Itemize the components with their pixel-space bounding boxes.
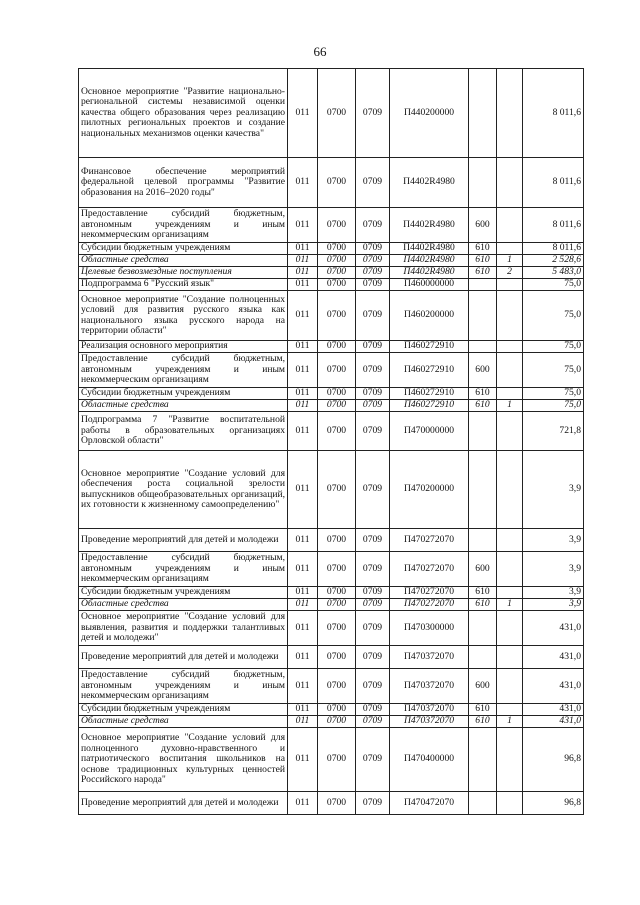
row-expense-type: 610 [469, 704, 497, 716]
row-target-code: П4402R4980 [390, 267, 469, 279]
row-ministry-code: 011 [288, 412, 318, 451]
row-expense-type: 610 [469, 599, 497, 611]
row-funding-source [497, 208, 523, 243]
row-subsection-code: 0709 [356, 669, 390, 704]
row-subsection-code: 0709 [356, 69, 390, 158]
table-row [79, 243, 584, 255]
row-subsection-code: 0709 [356, 400, 390, 412]
row-subsection-code: 0709 [356, 599, 390, 611]
row-section-code: 0700 [318, 279, 356, 291]
table-row [79, 341, 584, 353]
row-target-code: П470372070 [390, 716, 469, 728]
row-funding-source [497, 587, 523, 599]
row-ministry-code: 011 [288, 529, 318, 552]
table-row [79, 255, 584, 267]
row-expense-type: 610 [469, 255, 497, 267]
row-ministry-code: 011 [288, 353, 318, 388]
row-amount: 3,9 [523, 451, 584, 529]
row-target-code: П440200000 [390, 69, 469, 158]
row-amount: 96,8 [523, 792, 584, 815]
row-name: Предоставление субсидий бюджетным, автономным учреждениям и иным некоммерческим организациям [79, 669, 288, 704]
row-subsection-code: 0709 [356, 158, 390, 208]
row-target-code: П460272910 [390, 400, 469, 412]
row-funding-source [497, 451, 523, 529]
table-row [79, 158, 584, 208]
row-subsection-code: 0709 [356, 267, 390, 279]
row-target-code: П470272070 [390, 529, 469, 552]
table-row [79, 412, 584, 451]
row-ministry-code: 011 [288, 208, 318, 243]
row-ministry-code: 011 [288, 69, 318, 158]
row-expense-type [469, 412, 497, 451]
row-section-code: 0700 [318, 646, 356, 669]
row-amount: 721,8 [523, 412, 584, 451]
row-subsection-code: 0709 [356, 291, 390, 341]
row-section-code: 0700 [318, 291, 356, 341]
row-section-code: 0700 [318, 255, 356, 267]
row-subsection-code: 0709 [356, 792, 390, 815]
row-expense-type: 610 [469, 243, 497, 255]
row-expense-type: 600 [469, 552, 497, 587]
row-section-code: 0700 [318, 243, 356, 255]
row-expense-type: 610 [469, 388, 497, 400]
row-funding-source [497, 646, 523, 669]
row-name: Основное мероприятие "Создание условий для выявления, развития и поддержки талантливых детей и молодежи" [79, 611, 288, 646]
row-amount: 75,0 [523, 279, 584, 291]
table-row [79, 669, 584, 704]
row-expense-type: 600 [469, 208, 497, 243]
table-row [79, 728, 584, 792]
row-target-code: П470300000 [390, 611, 469, 646]
row-name: Областные средства [79, 400, 288, 412]
row-subsection-code: 0709 [356, 611, 390, 646]
row-section-code: 0700 [318, 158, 356, 208]
row-amount: 8 011,6 [523, 208, 584, 243]
table-row [79, 646, 584, 669]
row-subsection-code: 0709 [356, 341, 390, 353]
row-target-code: П470000000 [390, 412, 469, 451]
row-expense-type: 610 [469, 716, 497, 728]
row-ministry-code: 011 [288, 599, 318, 611]
row-name: Основное мероприятие "Создание условий для полноценного духовно-нравственного и патриотического воспитания школьников на основе традиционных культурных ценностей Российского народа" [79, 728, 288, 792]
row-ministry-code: 011 [288, 792, 318, 815]
table-row [79, 279, 584, 291]
row-name: Предоставление субсидий бюджетным, автономным учреждениям и иным некоммерческим организациям [79, 552, 288, 587]
row-amount: 75,0 [523, 400, 584, 412]
row-amount: 75,0 [523, 291, 584, 341]
row-expense-type [469, 728, 497, 792]
row-ministry-code: 011 [288, 587, 318, 599]
row-amount: 3,9 [523, 529, 584, 552]
row-target-code: П470272070 [390, 599, 469, 611]
row-name: Областные средства [79, 716, 288, 728]
table-row [79, 451, 584, 529]
table-row [79, 291, 584, 341]
row-name: Целевые безвозмездные поступления [79, 267, 288, 279]
row-subsection-code: 0709 [356, 279, 390, 291]
row-section-code: 0700 [318, 599, 356, 611]
row-ministry-code: 011 [288, 611, 318, 646]
row-expense-type: 610 [469, 587, 497, 599]
row-target-code: П470200000 [390, 451, 469, 529]
row-amount: 8 011,6 [523, 243, 584, 255]
row-expense-type: 600 [469, 353, 497, 388]
row-expense-type [469, 279, 497, 291]
row-funding-source [497, 704, 523, 716]
row-funding-source: 1 [497, 255, 523, 267]
row-expense-type [469, 529, 497, 552]
row-subsection-code: 0709 [356, 646, 390, 669]
row-ministry-code: 011 [288, 400, 318, 412]
row-funding-source [497, 353, 523, 388]
row-name: Субсидии бюджетным учреждениям [79, 704, 288, 716]
row-name: Финансовое обеспечение мероприятий федеральной целевой программы "Развитие образования на 2016–2020 годы" [79, 158, 288, 208]
table-row [79, 353, 584, 388]
row-amount: 5 483,0 [523, 267, 584, 279]
table-row [79, 599, 584, 611]
table-body [79, 69, 584, 815]
row-section-code: 0700 [318, 353, 356, 388]
row-funding-source [497, 69, 523, 158]
row-ministry-code: 011 [288, 552, 318, 587]
row-funding-source: 1 [497, 716, 523, 728]
row-target-code: П4402R4980 [390, 243, 469, 255]
row-subsection-code: 0709 [356, 587, 390, 599]
row-expense-type [469, 611, 497, 646]
row-name: Основное мероприятие "Создание условий для обеспечения роста социальной зрелости выпускников общеобразовательных организаций, их готовности к жизненному самоопределению" [79, 451, 288, 529]
table-row [79, 611, 584, 646]
row-subsection-code: 0709 [356, 552, 390, 587]
row-subsection-code: 0709 [356, 728, 390, 792]
row-target-code: П460272910 [390, 388, 469, 400]
row-amount: 431,0 [523, 611, 584, 646]
row-amount: 75,0 [523, 353, 584, 388]
row-section-code: 0700 [318, 208, 356, 243]
row-target-code: П460200000 [390, 291, 469, 341]
row-subsection-code: 0709 [356, 412, 390, 451]
row-amount: 3,9 [523, 599, 584, 611]
row-funding-source [497, 669, 523, 704]
row-funding-source: 1 [497, 599, 523, 611]
row-target-code: П470400000 [390, 728, 469, 792]
row-target-code: П460000000 [390, 279, 469, 291]
row-name: Проведение мероприятий для детей и молодежи [79, 792, 288, 815]
row-name: Проведение мероприятий для детей и молодежи [79, 646, 288, 669]
row-expense-type: 610 [469, 400, 497, 412]
row-section-code: 0700 [318, 611, 356, 646]
row-ministry-code: 011 [288, 279, 318, 291]
row-expense-type: 610 [469, 267, 497, 279]
row-amount: 8 011,6 [523, 69, 584, 158]
row-section-code: 0700 [318, 412, 356, 451]
row-funding-source [497, 158, 523, 208]
row-subsection-code: 0709 [356, 704, 390, 716]
row-subsection-code: 0709 [356, 451, 390, 529]
row-funding-source [497, 388, 523, 400]
row-amount: 431,0 [523, 646, 584, 669]
row-target-code: П470272070 [390, 587, 469, 599]
row-section-code: 0700 [318, 388, 356, 400]
row-target-code: П470372070 [390, 704, 469, 716]
budget-table [78, 68, 584, 815]
row-section-code: 0700 [318, 552, 356, 587]
row-section-code: 0700 [318, 69, 356, 158]
row-section-code: 0700 [318, 669, 356, 704]
row-name: Подпрограмма 7 "Развитие воспитательной работы в образовательных организациях Орловской области" [79, 412, 288, 451]
row-name: Предоставление субсидий бюджетным, автономным учреждениям и иным некоммерческим организациям [79, 353, 288, 388]
row-funding-source [497, 412, 523, 451]
row-subsection-code: 0709 [356, 255, 390, 267]
row-amount: 431,0 [523, 669, 584, 704]
row-name: Субсидии бюджетным учреждениям [79, 388, 288, 400]
row-section-code: 0700 [318, 792, 356, 815]
row-subsection-code: 0709 [356, 716, 390, 728]
row-target-code: П460272910 [390, 353, 469, 388]
row-target-code: П4402R4980 [390, 158, 469, 208]
row-amount: 75,0 [523, 388, 584, 400]
row-name: Подпрограмма 6 "Русский язык" [79, 279, 288, 291]
row-amount: 431,0 [523, 704, 584, 716]
row-funding-source [497, 279, 523, 291]
row-amount: 96,8 [523, 728, 584, 792]
row-funding-source [497, 243, 523, 255]
row-name: Предоставление субсидий бюджетным, автономным учреждениям и иным некоммерческим организациям [79, 208, 288, 243]
row-amount: 75,0 [523, 341, 584, 353]
row-ministry-code: 011 [288, 704, 318, 716]
row-subsection-code: 0709 [356, 529, 390, 552]
row-funding-source [497, 728, 523, 792]
row-funding-source [497, 291, 523, 341]
row-funding-source [497, 529, 523, 552]
row-funding-source [497, 611, 523, 646]
row-subsection-code: 0709 [356, 243, 390, 255]
row-amount: 3,9 [523, 552, 584, 587]
row-funding-source [497, 341, 523, 353]
table-row [79, 400, 584, 412]
row-expense-type [469, 646, 497, 669]
row-section-code: 0700 [318, 587, 356, 599]
row-target-code: П470472070 [390, 792, 469, 815]
row-expense-type [469, 792, 497, 815]
row-target-code: П470372070 [390, 669, 469, 704]
row-expense-type [469, 291, 497, 341]
row-subsection-code: 0709 [356, 388, 390, 400]
row-expense-type [469, 69, 497, 158]
row-section-code: 0700 [318, 716, 356, 728]
row-name: Основное мероприятие "Развитие национально-региональной системы независимой оценки качества общего образования через реализацию пилотных региональных проектов и создание национальных механизмов оценки качества" [79, 69, 288, 158]
row-expense-type [469, 341, 497, 353]
row-amount: 3,9 [523, 587, 584, 599]
row-expense-type [469, 451, 497, 529]
row-expense-type: 600 [469, 669, 497, 704]
row-section-code: 0700 [318, 341, 356, 353]
row-ministry-code: 011 [288, 267, 318, 279]
table-row [79, 704, 584, 716]
row-ministry-code: 011 [288, 243, 318, 255]
row-ministry-code: 011 [288, 669, 318, 704]
table-row [79, 388, 584, 400]
table-row [79, 529, 584, 552]
table-row [79, 716, 584, 728]
table-row [79, 208, 584, 243]
table-row [79, 552, 584, 587]
table-row [79, 267, 584, 279]
row-expense-type [469, 158, 497, 208]
row-name: Областные средства [79, 255, 288, 267]
row-amount: 431,0 [523, 716, 584, 728]
row-amount: 8 011,6 [523, 158, 584, 208]
row-target-code: П470272070 [390, 552, 469, 587]
table-row [79, 792, 584, 815]
row-section-code: 0700 [318, 728, 356, 792]
row-section-code: 0700 [318, 451, 356, 529]
page-number: 66 [313, 44, 327, 59]
row-ministry-code: 011 [288, 158, 318, 208]
row-funding-source [497, 792, 523, 815]
row-ministry-code: 011 [288, 341, 318, 353]
row-section-code: 0700 [318, 267, 356, 279]
row-name: Субсидии бюджетным учреждениям [79, 587, 288, 599]
row-funding-source: 1 [497, 400, 523, 412]
row-name: Областные средства [79, 599, 288, 611]
row-name: Реализация основного мероприятия [79, 341, 288, 353]
row-name: Проведение мероприятий для детей и молодежи [79, 529, 288, 552]
row-ministry-code: 011 [288, 451, 318, 529]
row-ministry-code: 011 [288, 291, 318, 341]
row-name: Основное мероприятие "Создание полноценных условий для развития русского языка как национального языка русского народа на территории области" [79, 291, 288, 341]
row-section-code: 0700 [318, 400, 356, 412]
row-ministry-code: 011 [288, 255, 318, 267]
row-target-code: П4402R4980 [390, 208, 469, 243]
row-ministry-code: 011 [288, 716, 318, 728]
row-subsection-code: 0709 [356, 353, 390, 388]
row-amount: 2 528,6 [523, 255, 584, 267]
row-ministry-code: 011 [288, 388, 318, 400]
row-target-code: П470372070 [390, 646, 469, 669]
row-name: Субсидии бюджетным учреждениям [79, 243, 288, 255]
row-subsection-code: 0709 [356, 208, 390, 243]
row-ministry-code: 011 [288, 646, 318, 669]
row-section-code: 0700 [318, 704, 356, 716]
row-section-code: 0700 [318, 529, 356, 552]
row-target-code: П460272910 [390, 341, 469, 353]
row-target-code: П4402R4980 [390, 255, 469, 267]
table-row [79, 69, 584, 158]
row-ministry-code: 011 [288, 728, 318, 792]
row-funding-source [497, 552, 523, 587]
table-row [79, 587, 584, 599]
row-funding-source: 2 [497, 267, 523, 279]
